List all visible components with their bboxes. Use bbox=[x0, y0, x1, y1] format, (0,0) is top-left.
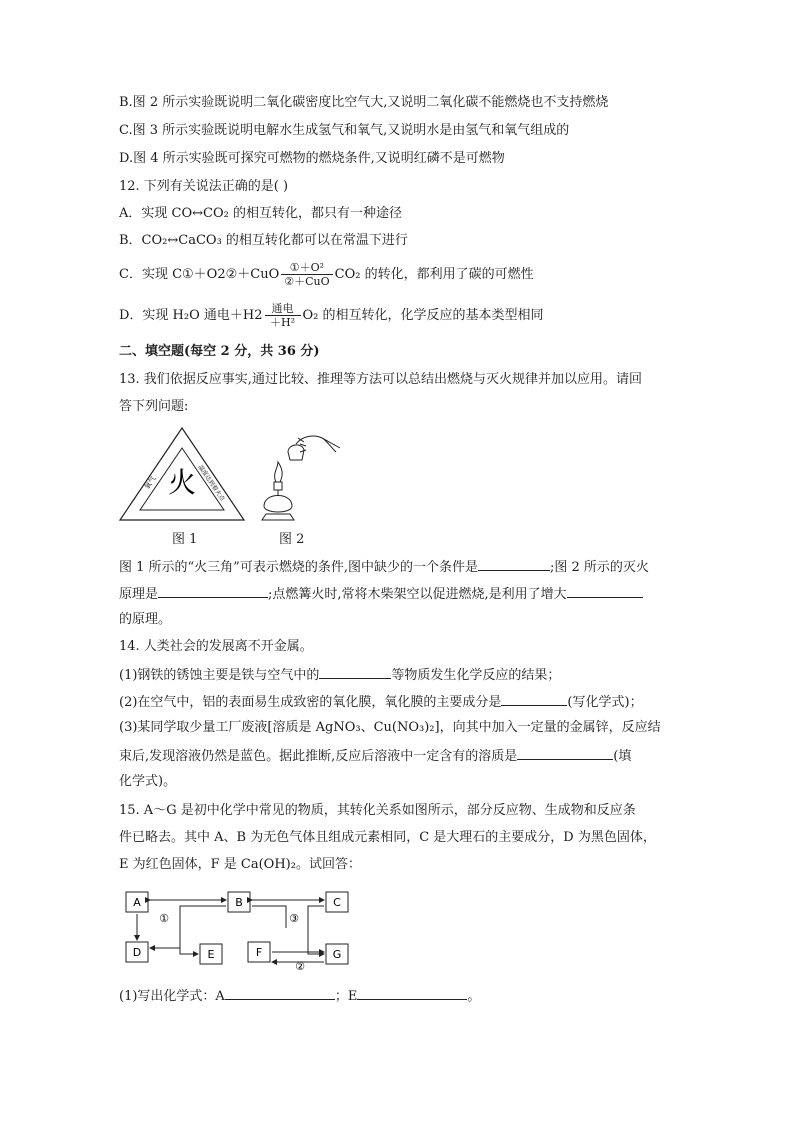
figure-2-caption: 图 2 bbox=[279, 532, 305, 547]
reaction-condition-c bbox=[281, 262, 332, 287]
question-13-fill-2 bbox=[119, 584, 643, 604]
option-c-suffix: CO₂ 的转化，都利用了碳的可燃性 bbox=[334, 267, 534, 282]
question-15-stem-3: E 为红色固体，F 是 Ca(OH)₂。试回答： bbox=[119, 857, 361, 872]
label-2: ② bbox=[295, 960, 305, 970]
answer-blank[interactable] bbox=[478, 557, 550, 571]
text: (2)在空气中，铝的表面易生成致密的氧化膜，氧化膜的主要成分是 bbox=[119, 695, 502, 710]
node-a: A bbox=[133, 896, 141, 909]
fire-triangle-figure bbox=[118, 426, 246, 522]
question-14-part-3-line-1: (3)某同学取少量工厂废液[溶质是 AgNO₃、Cu(NO₃)₂]，向其中加入一定量的金属锌，反应结 bbox=[119, 720, 661, 735]
triangle-side-left: 氧气 bbox=[143, 474, 158, 491]
text: (1)写出化学式：A bbox=[119, 989, 225, 1004]
text: (填 bbox=[613, 749, 632, 764]
text: 图 1 所示的“火三角”可表示燃烧的条件,图中缺少的一个条件是 bbox=[119, 560, 478, 575]
fire-character: 火 bbox=[167, 466, 197, 499]
answer-blank[interactable] bbox=[517, 746, 613, 760]
label-3: ③ bbox=[289, 912, 299, 925]
condition-c-top: ①＋O² bbox=[289, 261, 325, 274]
text: ;图 2 所示的灭火 bbox=[549, 560, 649, 575]
question-13-stem-2: 答下列问题: bbox=[119, 399, 189, 414]
answer-blank[interactable] bbox=[225, 986, 335, 1000]
section-2-heading: 二、填空题(每空 2 分，共 36 分) bbox=[119, 344, 320, 359]
node-c: C bbox=[333, 896, 341, 909]
question-14-part-1 bbox=[119, 665, 560, 685]
answer-blank[interactable] bbox=[501, 692, 567, 706]
question-15-stem-2: 件已略去。其中 A、B 为无色气体且组成元素相同，C 是大理石的主要成分，D 为黑色固体， bbox=[119, 830, 656, 845]
option-d-suffix: O₂ 的相互转化，化学反应的基本类型相同 bbox=[302, 308, 544, 323]
answer-blank[interactable] bbox=[567, 584, 643, 598]
condition-d-bottom: ＋H² bbox=[270, 316, 296, 329]
question-12-stem: 12. 下列有关说法正确的是( ) bbox=[119, 179, 289, 194]
answer-blank[interactable] bbox=[357, 986, 467, 1000]
reaction-condition-d bbox=[265, 303, 301, 328]
question-12-option-d bbox=[119, 303, 544, 329]
node-d: D bbox=[132, 946, 142, 959]
question-12-option-c bbox=[119, 262, 534, 288]
text: ;点燃篝火时,常将木柴架空以促进燃烧,是利用了增大 bbox=[268, 587, 567, 602]
text: (1)钢铁的锈蚀主要是铁与空气中的 bbox=[119, 668, 320, 683]
node-e: E bbox=[207, 948, 215, 961]
condition-c-bottom: ②＋CuO bbox=[284, 275, 330, 288]
node-g: G bbox=[332, 948, 342, 961]
figure-1-caption: 图 1 bbox=[172, 532, 198, 547]
question-13-fill-1 bbox=[119, 557, 649, 577]
question-14-part-2 bbox=[119, 692, 643, 712]
text: 束后,发现溶液仍然是蓝色。据此推断,反应后溶液中一定含有的溶质是 bbox=[119, 749, 518, 764]
node-b: B bbox=[235, 896, 243, 909]
node-f: F bbox=[255, 946, 263, 959]
alcohol-lamp-figure bbox=[256, 430, 344, 526]
question-12-option-b: B．CO₂↔CaCO₃ 的相互转化都可以在常温下进行 bbox=[119, 233, 408, 248]
answer-blank[interactable] bbox=[158, 584, 268, 598]
text: (写化学式)； bbox=[567, 695, 643, 710]
text: ；E bbox=[334, 989, 358, 1004]
question-12-option-a: A．实现 CO↔CO₂ 的相互转化，都只有一种途径 bbox=[119, 206, 402, 221]
condition-d-top: 通电 bbox=[271, 302, 294, 315]
label-1: ① bbox=[159, 912, 169, 925]
text: 等物质发生化学反应的结果； bbox=[391, 668, 561, 683]
question-14-part-3-line-3: 化学式)。 bbox=[119, 774, 177, 789]
triangle-side-right: 温度达到着火点 bbox=[196, 463, 226, 503]
option-c-statement: C.图 3 所示实验既说明电解水生成氢气和氧气,又说明水是由氢气和氧气组成的 bbox=[119, 123, 570, 138]
option-b-statement: B.图 2 所示实验既说明二氧化碳密度比空气大,又说明二氧化碳不能燃烧也不支持燃烧 bbox=[119, 95, 609, 110]
question-15-stem-1: 15. A～G 是初中化学中常见的物质，其转化关系如图所示，部分反应物、生成物和反应条 bbox=[119, 803, 636, 818]
conversion-diagram bbox=[118, 888, 368, 970]
text: 。 bbox=[467, 989, 481, 1004]
question-13-stem-1: 13. 我们依据反应事实,通过比较、推理等方法可以总结出燃烧与灭火规律并加以应用。请回 bbox=[119, 372, 642, 387]
option-d-statement: D.图 4 所示实验既可探究可燃物的燃烧条件,又说明红磷不是可燃物 bbox=[119, 151, 505, 166]
answer-blank[interactable] bbox=[319, 665, 391, 679]
question-13-fill-3: 的原理。 bbox=[119, 612, 172, 627]
question-14-stem: 14. 人类社会的发展离不开金属。 bbox=[119, 639, 313, 654]
option-c-prefix: C．实现 C①＋O2②＋CuO bbox=[119, 267, 280, 282]
text: 原理是 bbox=[119, 587, 159, 602]
question-15-part-1 bbox=[119, 986, 480, 1006]
option-d-prefix: D．实现 H₂O 通电＋H2 bbox=[119, 308, 263, 323]
question-14-part-3-line-2 bbox=[119, 746, 631, 766]
